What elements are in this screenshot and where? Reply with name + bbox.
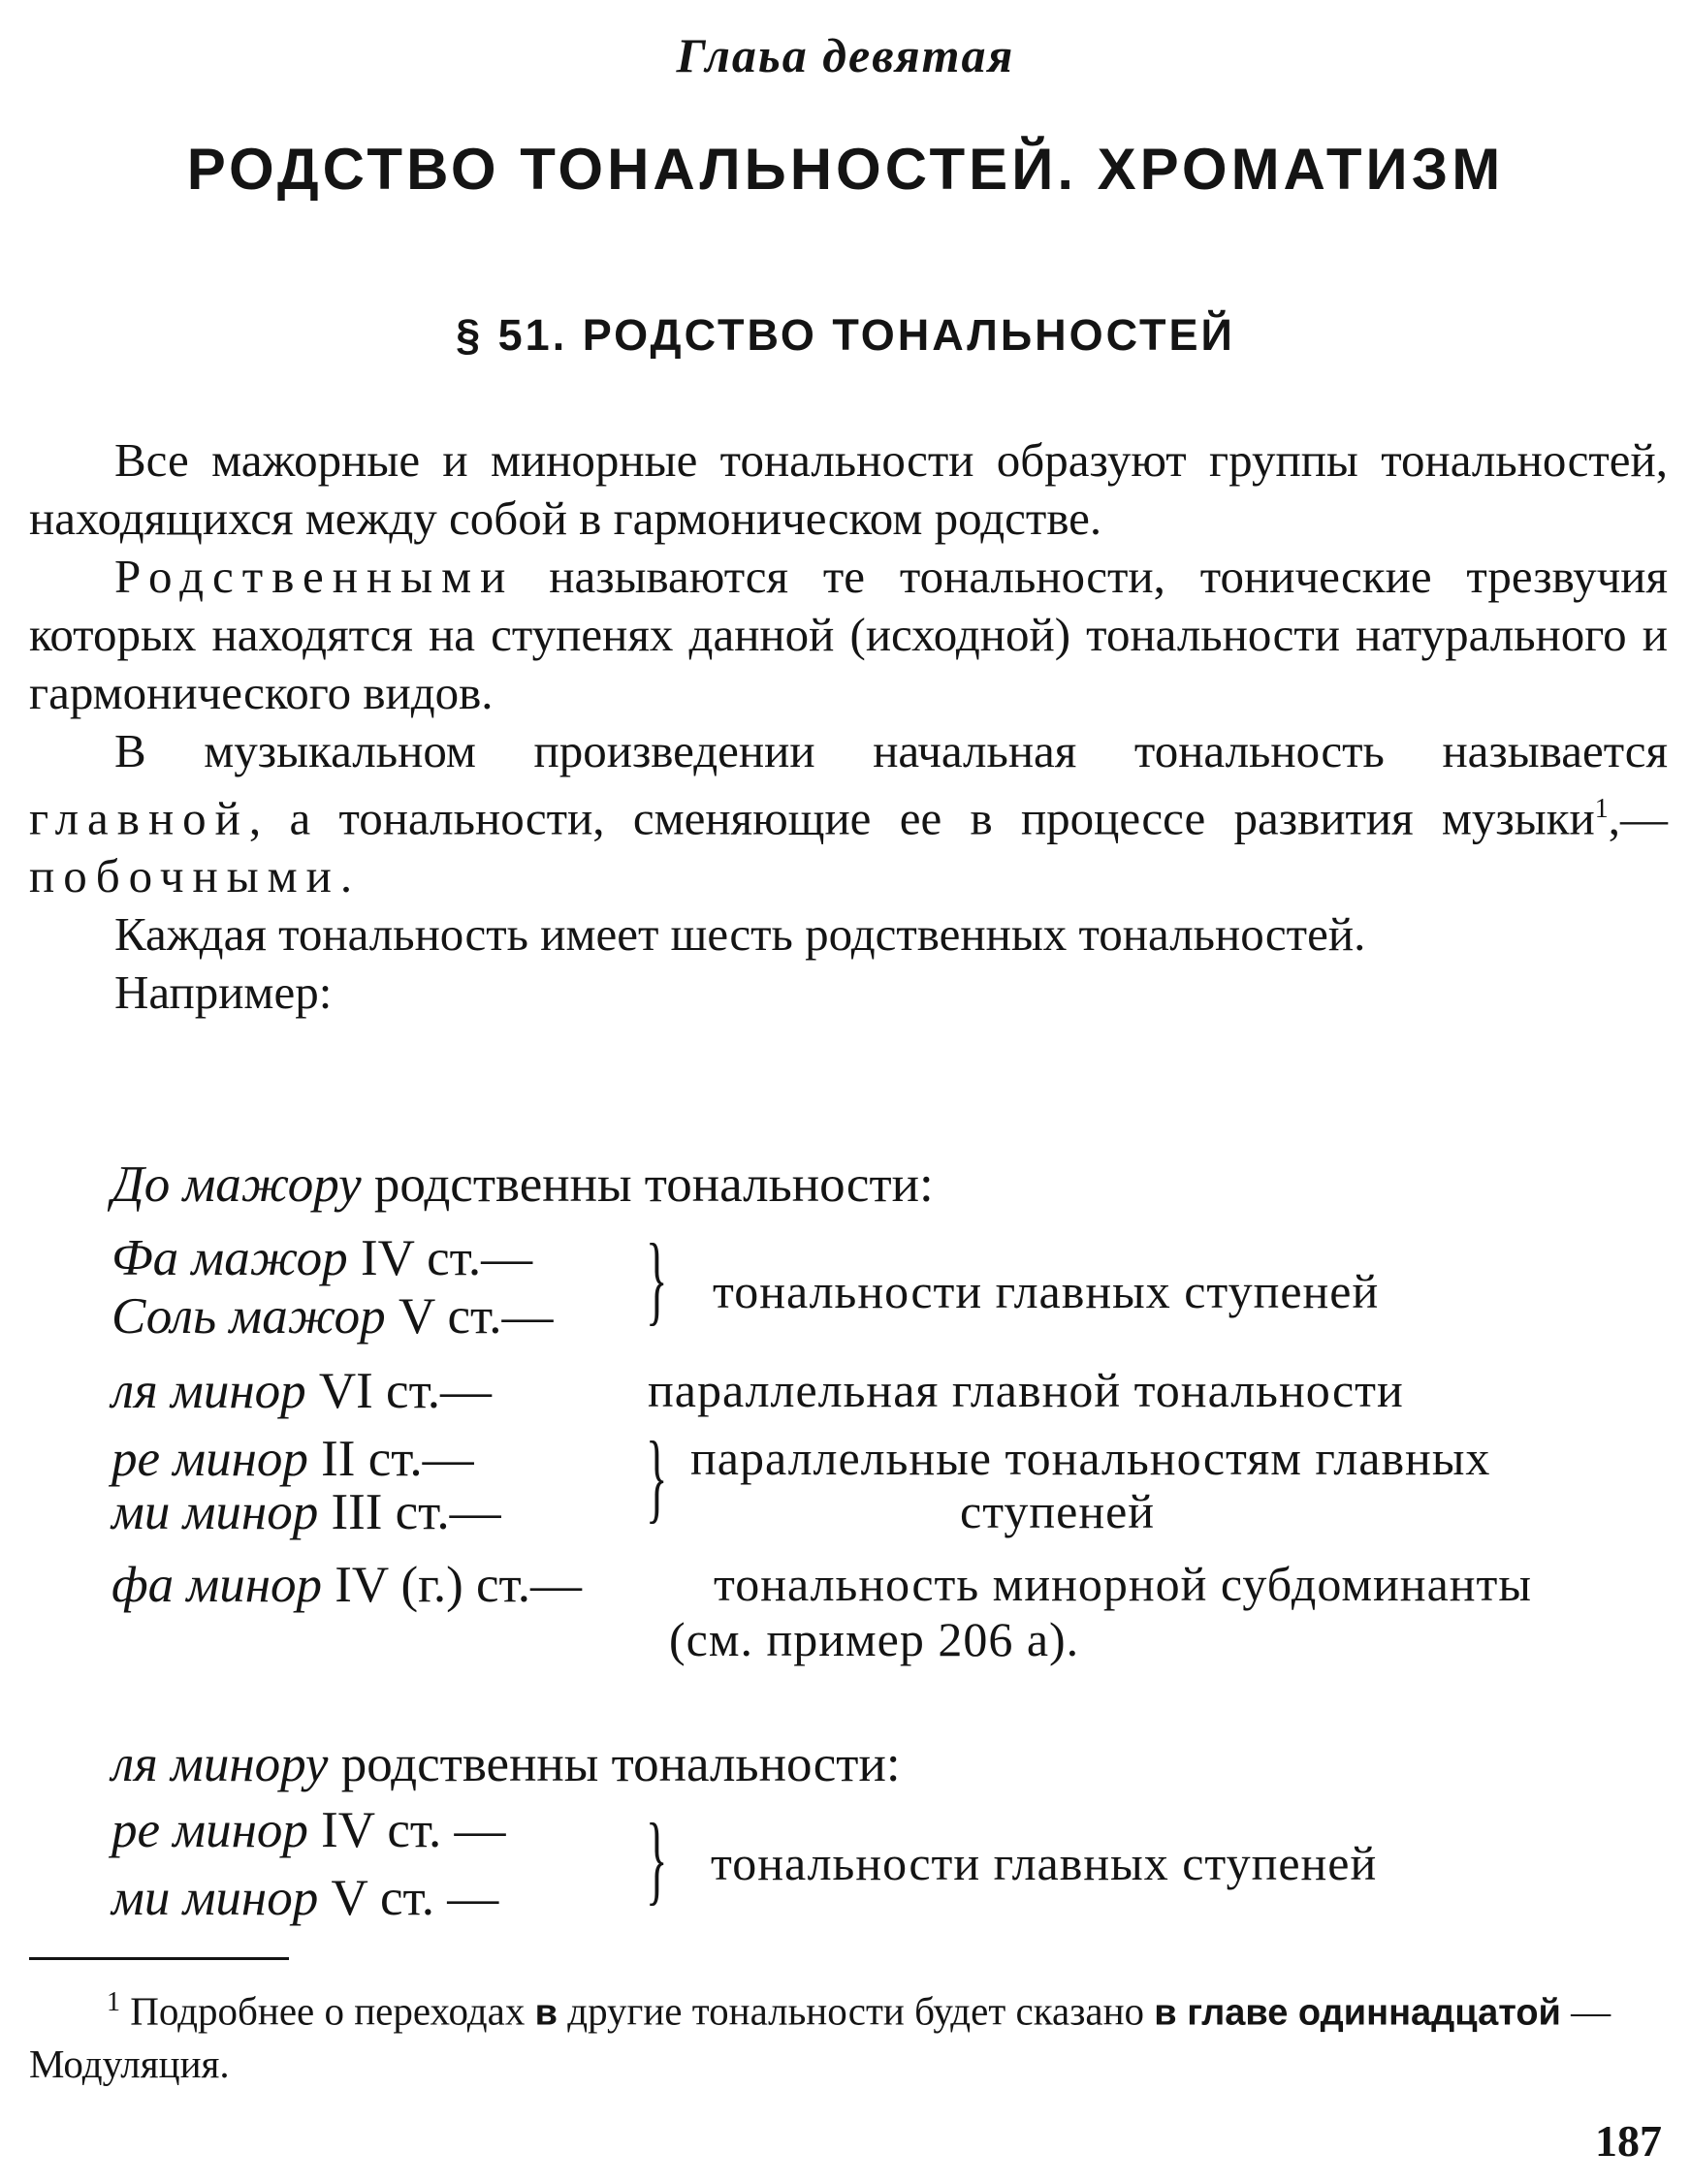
body-text (29, 431, 1668, 1022)
chapter-title: РОДСТВО ТОНАЛЬНОСТЕЙ. ХРОМАТИЗМ (186, 137, 1505, 202)
list-c-row-3-description: параллельная главной тональности (648, 1363, 1404, 1417)
list-a-row-2-key: ми минор (112, 1870, 319, 1926)
list-c-row-1 (112, 1229, 532, 1287)
list-c-row-2 (112, 1287, 553, 1345)
list-c-row-6-description-line-2: (см. пример 206 а). (669, 1612, 1080, 1666)
brace-icon: } (646, 1223, 668, 1335)
footnote-text-c: другие тональности будет сказано (557, 1988, 1155, 2034)
brace-icon: } (646, 1421, 668, 1533)
paragraph-3 (29, 722, 1668, 905)
list-c-row-4-key: ре минор (112, 1431, 308, 1487)
list-a-heading (112, 1735, 901, 1793)
paragraph-2 (29, 548, 1668, 722)
list-c-row-2-degree: V ст.— (385, 1288, 554, 1345)
list-c-row-4-degree: II ст.— (307, 1431, 474, 1487)
list-c-heading (112, 1155, 934, 1214)
list-a-row-1 (112, 1801, 506, 1859)
footnote-text-d: в главе одиннадцатой (1154, 1992, 1561, 2034)
list-a-heading-key: ля минору (112, 1736, 329, 1792)
list-c-row-6-description: тональность минорной субдоминанты (714, 1557, 1532, 1611)
paragraph-3-text-d: . (339, 849, 353, 903)
list-a-row-1-key: ре минор (112, 1802, 308, 1858)
list-c-row-5 (112, 1483, 501, 1541)
list-a-heading-text: родственны тональности: (328, 1736, 901, 1792)
list-c-row-6-key: фа минор (112, 1557, 322, 1613)
list-a-row-2-degree: V ст. — (318, 1870, 499, 1926)
list-c-heading-key: До мажору (112, 1156, 362, 1213)
list-a-row-2 (112, 1869, 498, 1927)
list-c-row-1-key: Фа мажор (112, 1230, 348, 1286)
list-c-row-3-key: ля минор (112, 1363, 306, 1419)
paragraph-4: Каждая тональность имеет шесть родственных тональностей. (114, 907, 1366, 962)
footnote-text-e: — Модуляция. (29, 1988, 1611, 2086)
list-c-row-5-degree: III ст.— (318, 1484, 501, 1540)
list-c-row-3-degree: VI ст.— (305, 1363, 492, 1419)
section-heading: § 51. РОДСТВО ТОНАЛЬНОСТЕЙ (456, 310, 1235, 360)
brace-icon: } (646, 1803, 668, 1915)
footnote (29, 1978, 1668, 2089)
list-c-row-6-degree: IV (г.) ст.— (322, 1557, 582, 1613)
list-c-row-6 (112, 1556, 582, 1614)
paragraph-3-text-a: В музыкальном произведении начальная тональность называется (114, 724, 1668, 777)
list-c-row-2-key: Соль мажор (112, 1288, 386, 1345)
list-c-heading-text: родственны тональности: (361, 1156, 934, 1213)
footnote-divider (29, 1957, 289, 1960)
paragraph-1: Все мажорные и минорные тональности образуют группы тональностей, находящихся между собой в гармоническом родстве. (29, 433, 1668, 545)
paragraph-5: Например: (114, 965, 333, 1020)
list-c-row-1-degree: IV ст.— (347, 1230, 533, 1286)
list-c-group-1-description: тональности главных ступеней (713, 1264, 1380, 1318)
list-a-row-1-degree: IV ст. — (307, 1802, 506, 1858)
list-c-row-4 (112, 1430, 474, 1488)
term-related: Родственными (114, 550, 515, 603)
list-c-row-3 (112, 1362, 492, 1420)
list-c-group-2-description-line-1: параллельные тональностям главных (690, 1431, 1491, 1485)
paragraph-3-text-b: , а тональности, сменяющие ее в процессе развития музыки (248, 791, 1595, 845)
list-c-group-2-description-line-2: ступеней (960, 1484, 1156, 1538)
footnote-text-b: в (534, 1992, 558, 2034)
paragraph-2-text: называются те тональности, тонические трезвучия которых находятся на ступенях данной (исходной) тональности натурального и гармонического видов. (29, 550, 1668, 719)
page-number: 187 (1595, 2116, 1662, 2166)
chapter-heading: Глаьа девятая (676, 28, 1015, 82)
list-c-row-5-key: ми минор (112, 1484, 319, 1540)
footnote-marker: 1 (107, 1987, 120, 2017)
term-secondary: побочными (29, 849, 340, 903)
paragraph-3-text-c: ,— (1608, 791, 1668, 845)
term-main: главной (29, 791, 249, 845)
footnote-ref: 1 (1594, 794, 1609, 824)
footnote-text-a: Подробнее о переходах (120, 1988, 535, 2034)
list-a-group-description: тональности главных ступеней (711, 1836, 1378, 1890)
